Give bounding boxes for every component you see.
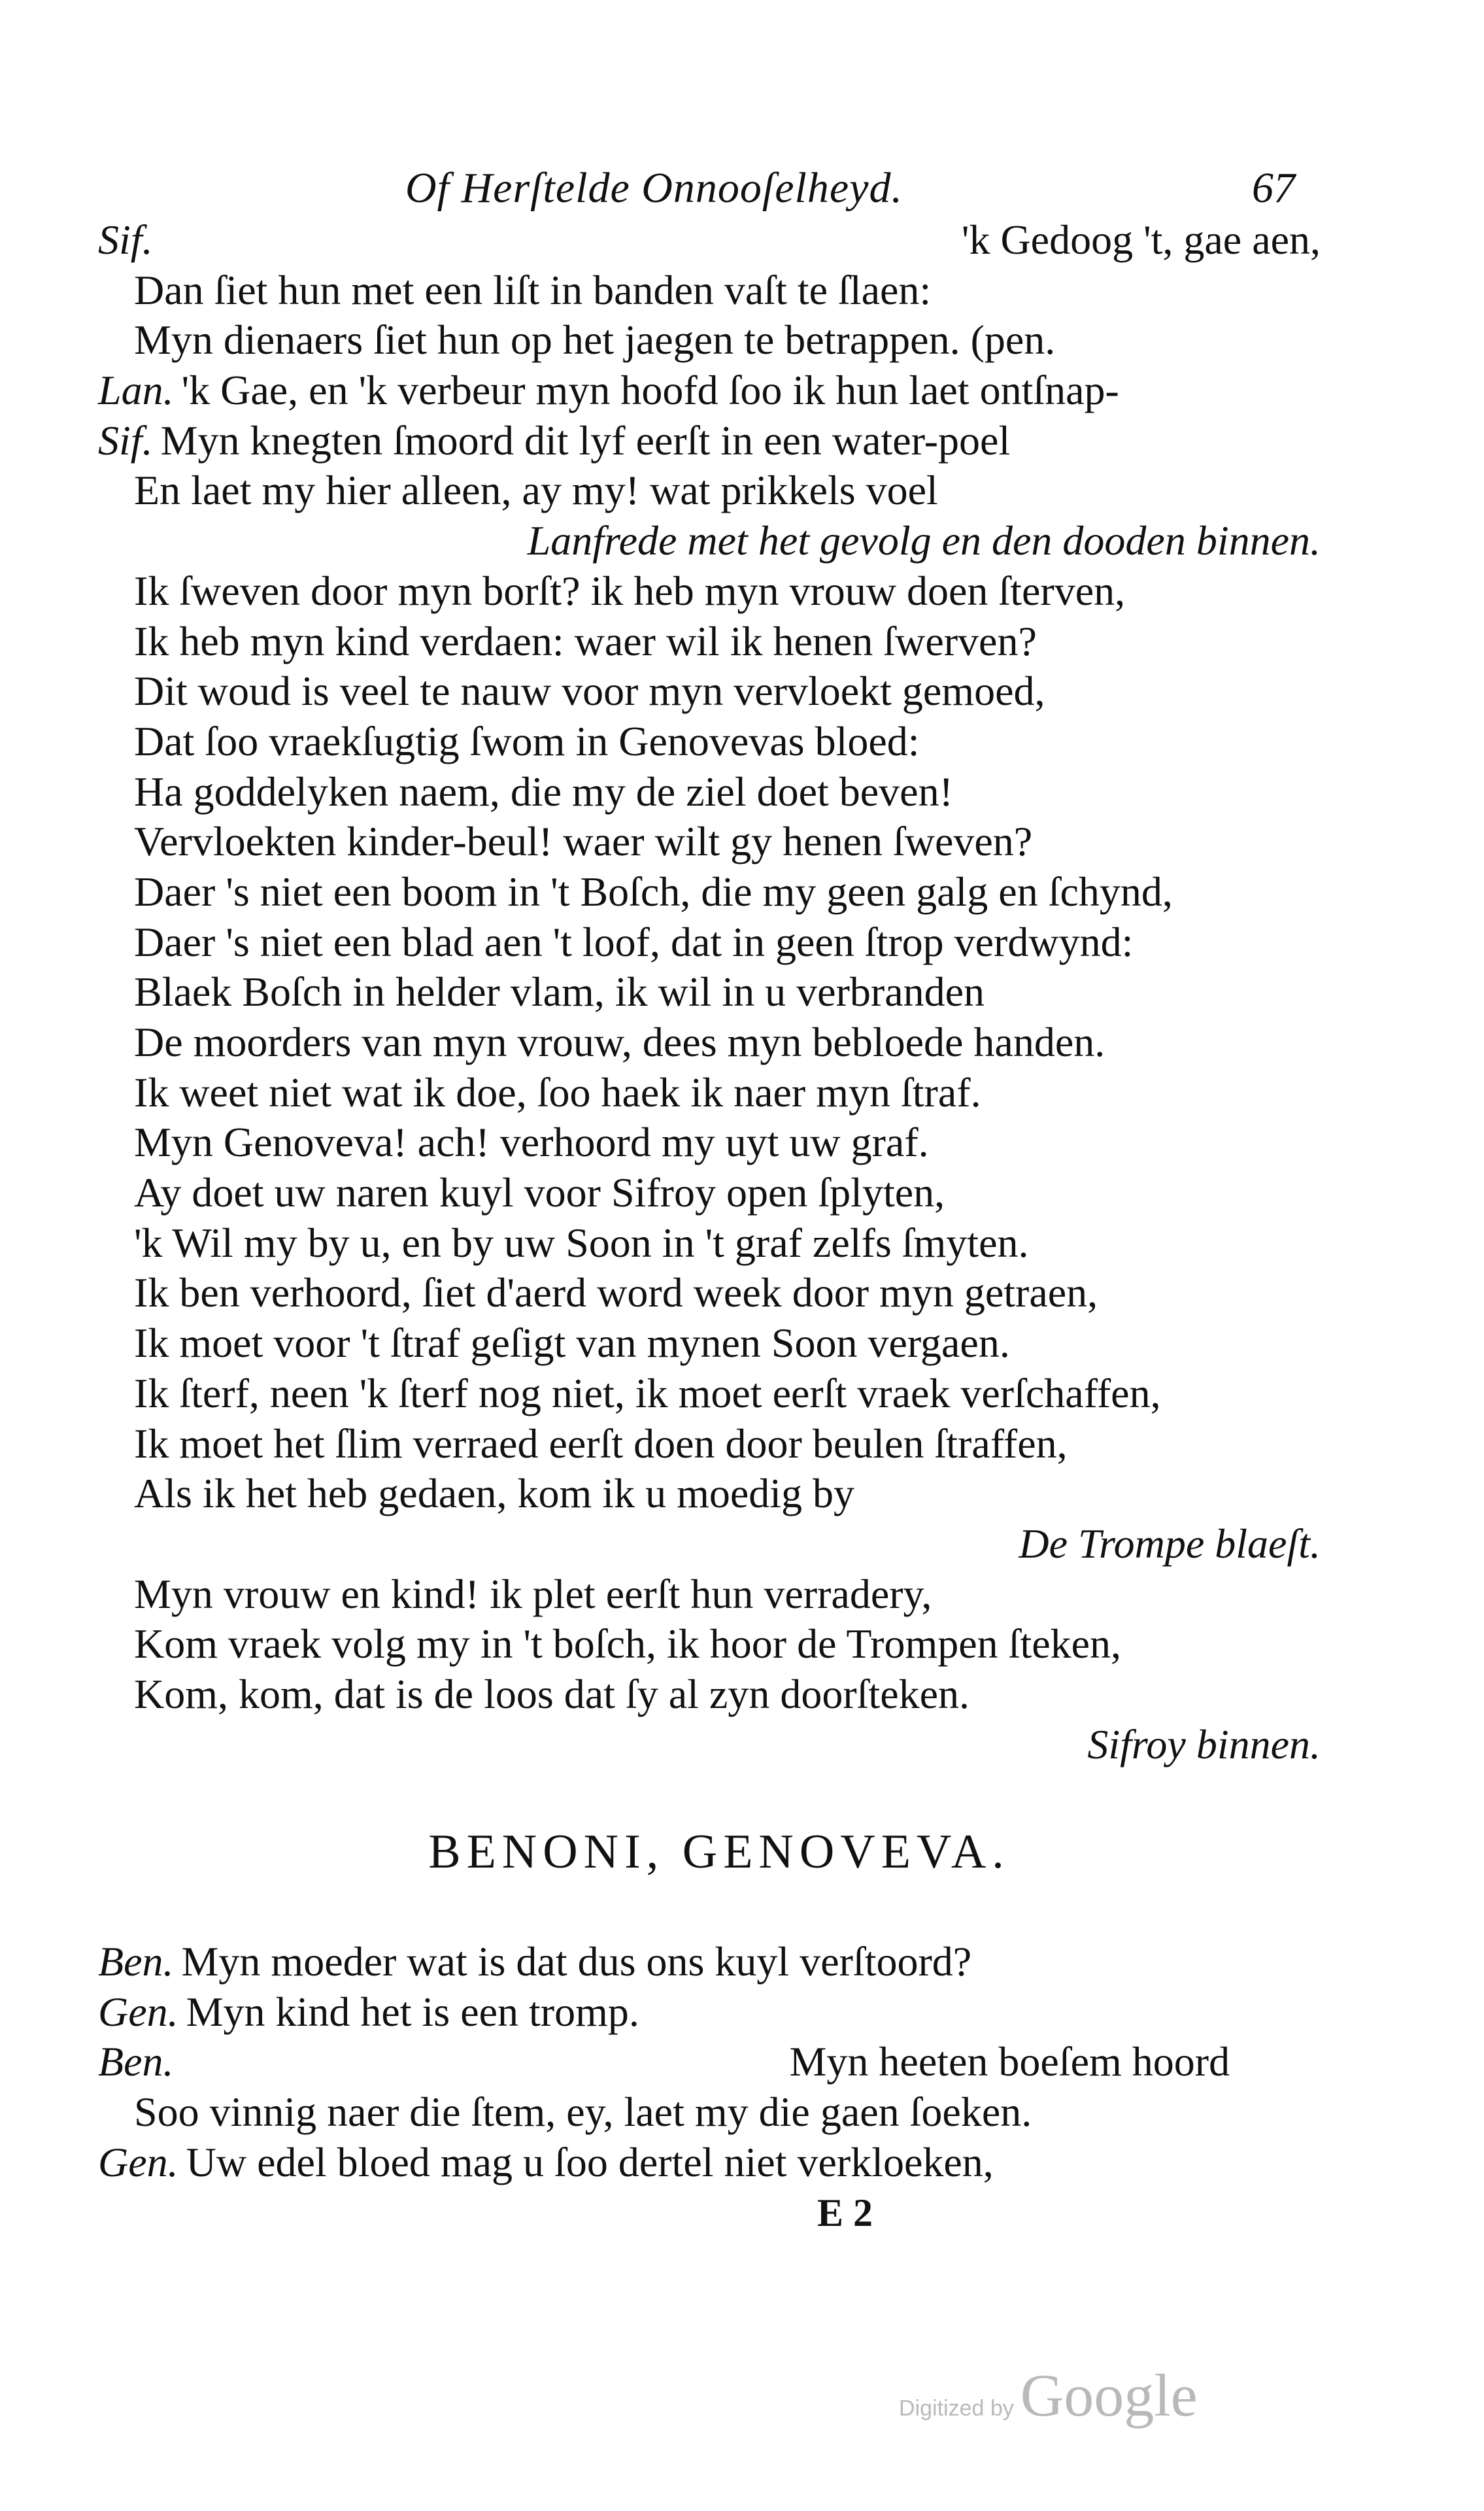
- verse-line: [98, 1569, 1321, 1620]
- verse-text: Vervloekten kinder-beul! waer wilt gy henen ſweven?: [134, 818, 1033, 865]
- verse-text: Daer 's niet een boom in 't Boſch, die my geen galg en ſchynd,: [134, 868, 1173, 915]
- verse-text: Ik weet niet wat ik doe, ſoo haek ik naer myn ſtraf.: [134, 1068, 981, 1116]
- verse-line: [98, 666, 1321, 717]
- verse-line: [98, 1669, 1321, 1720]
- verse-text: Myn moeder wat is dat dus ons kuyl verſtoord?: [181, 1938, 972, 1985]
- verse-line: [98, 1720, 1321, 1770]
- running-head: [0, 163, 1484, 216]
- verse-line: [98, 265, 1321, 316]
- speaker-label: Ben.: [98, 2038, 174, 2085]
- verse-text: En laet my hier alleen, ay my! wat prikkels voel: [134, 467, 938, 514]
- running-title: Of Herſtelde Onnooſelheyd.: [405, 164, 903, 212]
- verse-line: [98, 1519, 1321, 1569]
- verse-line: [98, 1017, 1321, 1068]
- speaker-label: Gen.: [98, 1988, 178, 2035]
- speaker-label: Sif.: [98, 417, 153, 464]
- verse-line: [98, 1168, 1321, 1218]
- verse-text: 'k Gae, en 'k verbeur myn hoofd ſoo ik hun laet ontſnap-: [181, 367, 1119, 414]
- stage-direction: De Trompe blaeſt.: [1019, 1520, 1321, 1567]
- scene-verse-block: [98, 1937, 1321, 2187]
- speaker-label: Ben.: [98, 1938, 174, 1985]
- page-number: 67: [1252, 164, 1295, 212]
- scene-heading: BENONI, GENOVEVA.: [428, 1825, 1010, 1879]
- verse-line: [98, 466, 1321, 516]
- verse-text: 'k Gedoog 't, gae aen,: [961, 216, 1321, 263]
- verse-text: 'k Wil my by u, en by uw Soon in 't graf zelfs ſmyten.: [134, 1219, 1029, 1266]
- digitized-watermark: [899, 2361, 1198, 2430]
- verse-line: [98, 917, 1321, 968]
- verse-line: [98, 1318, 1321, 1369]
- verse-text: Ay doet uw naren kuyl voor Sifroy open ſplyten,: [134, 1169, 945, 1216]
- verse-line: [98, 767, 1321, 817]
- stage-direction: Lanfrede met het gevolg en den dooden binnen.: [527, 517, 1321, 564]
- verse-text: Ha goddelyken naem, die my de ziel doet beven!: [134, 768, 953, 815]
- verse-text: Kom vraek volg my in 't boſch, ik hoor de Trompen ſteken,: [134, 1620, 1122, 1667]
- verse-line: [98, 1987, 1321, 2038]
- speaker-label: Gen.: [98, 2138, 178, 2185]
- verse-line: [98, 867, 1321, 917]
- verse-line: [98, 1937, 1321, 1987]
- verse-line: [98, 416, 1321, 466]
- verse-line: [98, 717, 1321, 767]
- verse-text: Myn kind het is een tromp.: [186, 1988, 639, 2035]
- signature-mark: E 2: [817, 2191, 873, 2234]
- verse-line: [98, 215, 1321, 265]
- verse-text: Dit woud is veel te nauw voor myn vervloekt gemoed,: [134, 668, 1045, 715]
- verse-line: [98, 1218, 1321, 1269]
- verse-line: [98, 1469, 1321, 1519]
- speaker-label: Sif.: [98, 216, 153, 263]
- verse-text: Ik ſweven door myn borſt? ik heb myn vrouw doen ſterven,: [134, 567, 1126, 614]
- verse-line: [98, 2037, 1321, 2087]
- verse-line: [98, 516, 1321, 566]
- verse-line: [98, 566, 1321, 617]
- verse-text: Dat ſoo vraekſugtig ſwom in Genovevas bloed:: [134, 717, 920, 764]
- verse-text: Als ik het heb gedaen, kom ik u moedig by: [134, 1470, 855, 1517]
- verse-line: [98, 1118, 1321, 1168]
- verse-line: [98, 1068, 1321, 1118]
- verse-line: [98, 1268, 1321, 1318]
- speaker-label: Lan.: [98, 367, 174, 414]
- watermark-small: Digitized by: [899, 2396, 1014, 2421]
- verse-line: [98, 1419, 1321, 1469]
- verse-text: Myn heeten boeſem hoord: [789, 2038, 1230, 2085]
- stage-direction: Sifroy binnen.: [1087, 1720, 1321, 1768]
- watermark-logo: Google: [1020, 2362, 1198, 2429]
- verse-text: Soo vinnig naer die ſtem, ey, laet my die gaen ſoeken.: [134, 2089, 1032, 2136]
- verse-text: Myn Genoveva! ach! verhoord my uyt uw graf.: [134, 1119, 929, 1166]
- verse-line: [98, 366, 1321, 416]
- verse-text: Kom, kom, dat is de loos dat ſy al zyn doorſteken.: [134, 1670, 970, 1717]
- verse-text: Blaek Boſch in helder vlam, ik wil in u verbranden: [134, 968, 985, 1016]
- verse-line: [98, 2138, 1321, 2188]
- verse-block: [98, 215, 1321, 1769]
- verse-line: [98, 2087, 1321, 2138]
- verse-line: [98, 617, 1321, 667]
- verse-text: Daer 's niet een blad aen 't loof, dat in geen ſtrop verdwynd:: [134, 918, 1134, 965]
- verse-text: Dan ſiet hun met een liſt in banden vaſt te ſlaen:: [134, 266, 932, 313]
- verse-text: Ik moet het ſlim verraed eerſt doen door beulen ſtraffen,: [134, 1420, 1068, 1467]
- verse-line: [98, 1369, 1321, 1419]
- verse-text: De moorders van myn vrouw, dees myn bebloede handen.: [134, 1019, 1105, 1065]
- verse-text: Ik ſterf, neen 'k ſterf nog niet, ik moet eerſt vraek verſchaffen,: [134, 1369, 1161, 1416]
- verse-line: [98, 817, 1321, 867]
- verse-line: [98, 1619, 1321, 1669]
- verse-text: Uw edel bloed mag u ſoo dertel niet verkloeken,: [186, 2138, 994, 2185]
- verse-text: Ik moet voor 't ſtraf geſigt van mynen Soon vergaen.: [134, 1320, 1010, 1367]
- verse-text: Ik heb myn kind verdaen: waer wil ik henen ſwerven?: [134, 617, 1037, 664]
- verse-text: Myn knegten ſmoord dit lyf eerſt in een water-poel: [160, 417, 1011, 464]
- verse-text: Myn dienaers ſiet hun op het jaegen te betrappen. (pen.: [134, 316, 1056, 364]
- verse-text: Ik ben verhoord, ſiet d'aerd word week door myn getraen,: [134, 1269, 1098, 1316]
- verse-line: [98, 315, 1321, 366]
- verse-text: Myn vrouw en kind! ik plet eerſt hun verradery,: [134, 1570, 932, 1617]
- verse-line: [98, 967, 1321, 1017]
